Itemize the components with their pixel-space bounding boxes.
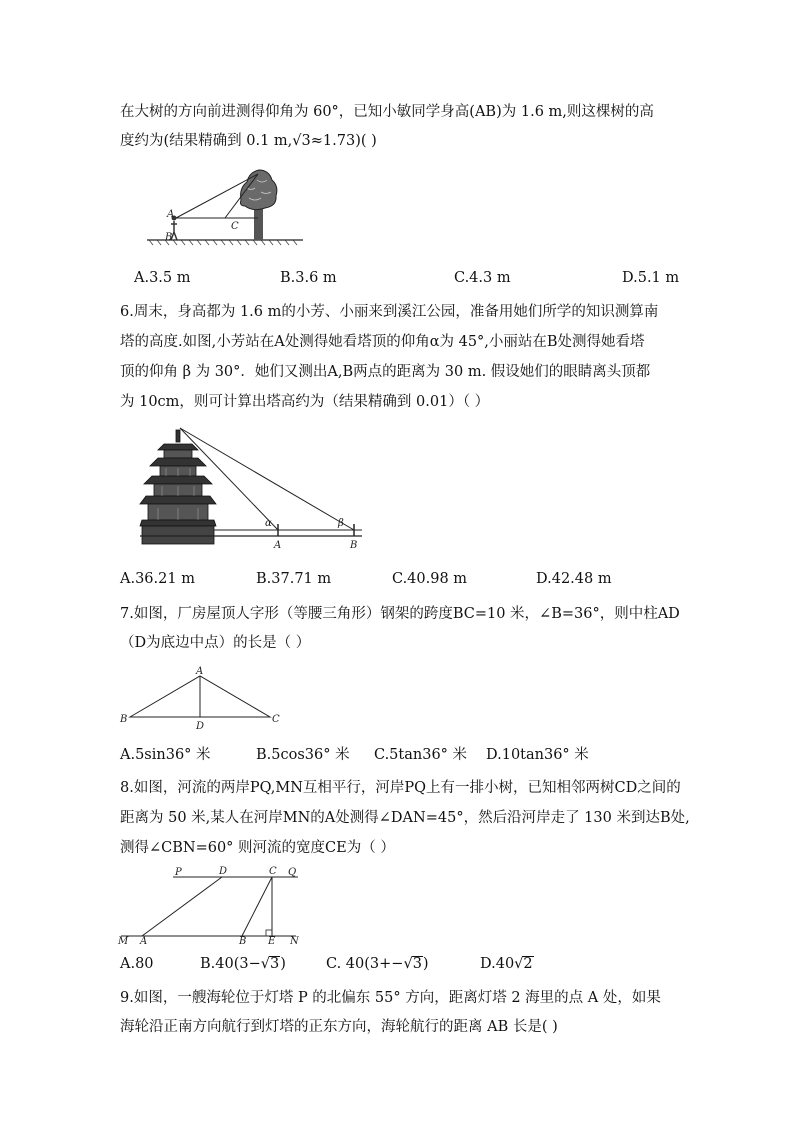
q8-label-p: P (175, 867, 182, 878)
q8-label-c: C (269, 866, 277, 877)
q6-label-beta: β (338, 518, 344, 529)
q8-text-line2: 距离为 50 米,某人在河岸MN的A处测得∠DAN=45°，然后沿河岸走了 130 米到达B处, (120, 810, 690, 826)
q8-option-d-radicand: 2 (523, 956, 533, 972)
q6-option-b[interactable]: B.37.71 m (256, 571, 332, 587)
q8-option-a[interactable]: A.80 (120, 956, 154, 972)
q9-text-line2: 海轮沿正南方向航行到灯塔的正东方向，海轮航行的距离 AB 长是( ) (120, 1019, 558, 1035)
q7-label-d: D (196, 721, 205, 732)
q8-label-d: D (219, 866, 228, 877)
q6-option-a[interactable]: A.36.21 m (120, 571, 195, 587)
q8-text-line1: 8.如图，河流的两岸PQ,MN互相平行，河岸PQ上有一排小树，已知相邻两树CD之间的 (120, 780, 681, 796)
q6-text-line3: 顶的仰角 β 为 30°．她们又测出A,B两点的距离为 30 m. 假设她们的眼睛离头顶都 (120, 364, 651, 380)
q8-label-e: E (268, 936, 276, 947)
q6-text-line4: 为 10cm，则可计算出塔高约为（结果精确到 0.01）（ ） (120, 394, 490, 410)
q8-label-q: Q (288, 867, 297, 878)
q5-option-d[interactable]: D.5.1 m (622, 270, 680, 286)
q7-label-c: C (272, 714, 280, 725)
q6-label-a: A (274, 540, 282, 551)
q8-river-figure (118, 864, 303, 946)
q8-option-b[interactable]: B.40(3−√3) (200, 956, 286, 972)
q5-label-c: C (231, 221, 239, 232)
q8-option-b-pre: B.40(3− (200, 956, 261, 972)
q8-label-m: M (118, 936, 129, 947)
q8-label-a: A (140, 936, 148, 947)
q5-tree-figure (145, 166, 305, 248)
q8-text-line3: 测得∠CBN=60° 则河流的宽度CE为（ ） (120, 840, 395, 856)
q8-option-c[interactable]: C. 40(3+−√3) (326, 956, 429, 972)
q6-text-line2: 塔的高度.如图,小芳站在A处测得她看塔顶的仰角α为 45°,小丽站在B处测得她看塔 (120, 334, 645, 350)
q7-label-b: B (120, 714, 128, 725)
q6-option-c[interactable]: C.40.98 m (392, 571, 468, 587)
q8-option-c-pre: C. 40(3+− (326, 956, 404, 972)
q6-label-b: B (350, 540, 358, 551)
q5-option-b[interactable]: B.3.6 m (280, 270, 337, 286)
q9-text-line1: 9.如图，一艘海轮位于灯塔 P 的北偏东 55° 方向，距离灯塔 2 海里的点 A 处，如果 (120, 990, 661, 1006)
q8-option-b-post: ) (280, 956, 286, 972)
q8-option-d[interactable]: D.40√2 (480, 956, 533, 972)
q7-text-line2: （D为底边中点）的长是（ ） (120, 635, 311, 651)
q6-option-d[interactable]: D.42.48 m (536, 571, 612, 587)
q7-label-a: A (196, 666, 204, 677)
q8-label-b: B (239, 936, 247, 947)
q5-text-line1: 在大树的方向前进测得仰角为 60°，已知小敏同学身高(AB)为 1.6 m,则这棵树的高 (120, 104, 654, 120)
q7-triangle-figure (118, 664, 283, 734)
q5-option-a[interactable]: A.3.5 m (134, 270, 191, 286)
q8-label-n: N (290, 936, 299, 947)
q7-option-a[interactable]: A.5sin36° 米 (120, 747, 211, 763)
q6-pagoda-figure (140, 420, 365, 555)
q7-text-line1: 7.如图，厂房屋顶人字形（等腰三角形）钢架的跨度BC=10 米，∠B=36°，则中柱AD (120, 606, 680, 622)
q5-option-c[interactable]: C.4.3 m (454, 270, 511, 286)
q7-option-b[interactable]: B.5cos36° 米 (256, 747, 350, 763)
q6-text-line1: 6.周末，身高都为 1.6 m的小芳、小丽来到溪江公园，准备用她们所学的知识测算南 (120, 304, 659, 320)
q8-option-b-radicand: 3 (270, 956, 280, 972)
q5-label-b: B (165, 232, 173, 243)
q7-option-d[interactable]: D.10tan36° 米 (486, 747, 589, 763)
q5-text-line2: 度约为(结果精确到 0.1 m,√3≈1.73)( ) (120, 133, 377, 149)
q8-option-c-radicand: 3 (412, 956, 422, 972)
q8-option-d-pre: D.40 (480, 956, 515, 972)
q7-option-c[interactable]: C.5tan36° 米 (374, 747, 468, 763)
q6-label-alpha: α (265, 518, 272, 529)
q8-option-c-post: ) (422, 956, 429, 972)
q5-label-a: A (167, 209, 175, 220)
